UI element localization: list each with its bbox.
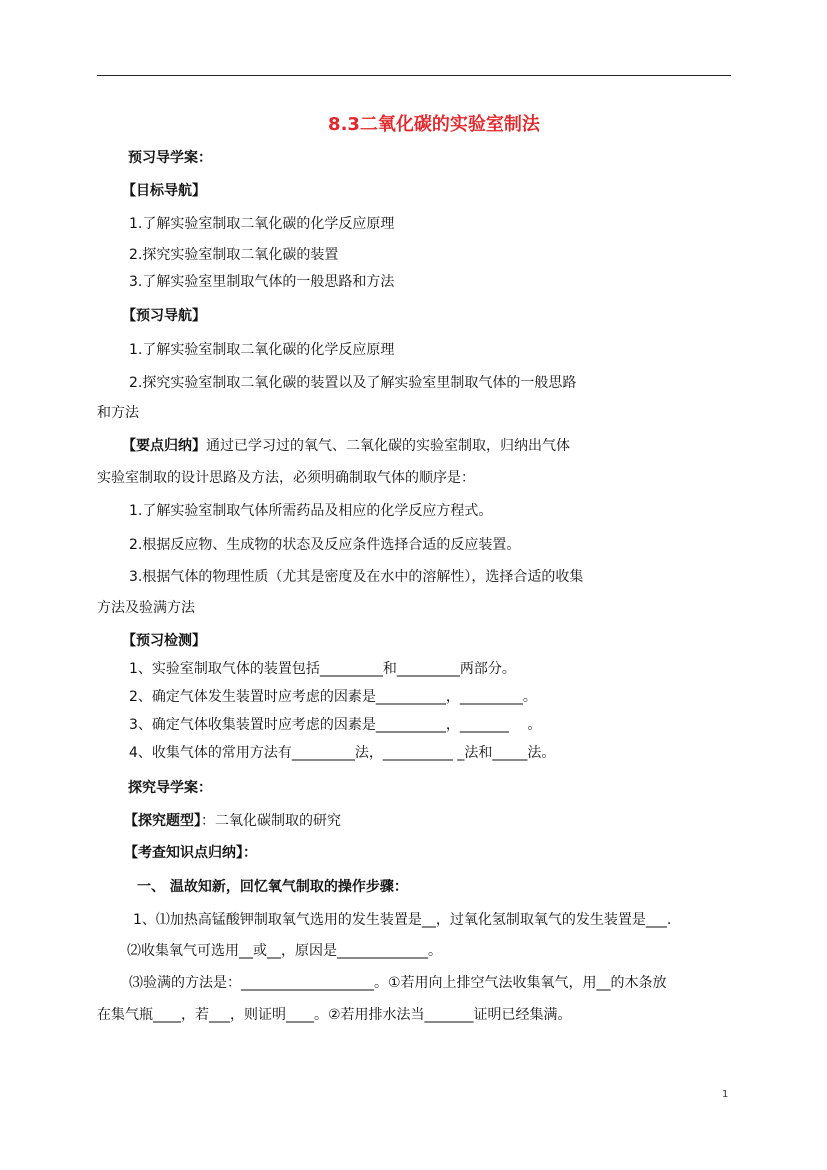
oxygen-question-3-line-2: 在集气瓶____，若___，则证明____。②若用排水法当_______证明已经集满。 — [97, 1007, 572, 1023]
key-point-1: 1.了解实验室制取气体所需药品及相应的化学反应方程式。 — [129, 503, 493, 519]
key-points-intro-line-1 — [122, 436, 570, 456]
explore-type-heading: 【探究题型】 — [124, 813, 201, 829]
key-points-intro-text: 通过已学习过的氧气、二氧化碳的实验室制取，归纳出气体 — [206, 438, 570, 454]
preview-header: 预习导学案： — [128, 150, 212, 166]
explore-type-text: ：二氧化碳制取的研究 — [201, 813, 341, 829]
knowledge-summary-heading: 【考查知识点归纳】： — [124, 845, 257, 861]
goal-item-3: 3.了解实验室里制取气体的一般思路和方法 — [129, 274, 395, 290]
preview-check-q2: 2、确定气体发生装置时应考虑的因素是__________，_________。 — [129, 689, 537, 705]
section-one-heading: 一、 温故知新，回忆氧气制取的操作步骤： — [137, 879, 408, 895]
preview-nav-item-1: 1.了解实验室制取二氧化碳的化学反应原理 — [129, 342, 395, 358]
page-number: 1 — [722, 1089, 729, 1100]
key-points-intro-line-2: 实验室制取的设计思路及方法，必须明确制取气体的顺序是： — [97, 470, 475, 486]
key-point-2: 2.根据反应物、生成物的状态及反应条件选择合适的反应装置。 — [129, 537, 521, 553]
preview-check-q3: 3、确定气体收集装置时应考虑的因素是__________，_______ 。 — [129, 717, 542, 733]
oxygen-question-3-line-1: ⑶验满的方法是：___________________。①若用向上排空气法收集氧气，用__的木条放 — [129, 975, 667, 991]
header-rule — [97, 75, 731, 76]
goal-item-2: 2.探究实验室制取二氧化碳的装置 — [129, 247, 339, 263]
oxygen-question-1: 1、⑴加热高锰酸钾制取氧气选用的发生装置是__，过氧化氢制取氧气的发生装置是___. — [133, 912, 672, 928]
explore-type-line — [124, 811, 341, 831]
goal-nav-heading: 【目标导航】 — [122, 183, 206, 199]
document-title: 8.3二氧化碳的实验室制法 — [328, 114, 540, 135]
key-points-heading: 【要点归纳】 — [122, 438, 206, 454]
preview-nav-item-2-line-2: 和方法 — [97, 405, 139, 421]
explore-header: 探究导学案： — [128, 780, 212, 796]
oxygen-question-2: ⑵收集氧气可选用__或__，原因是_____________。 — [127, 943, 442, 959]
preview-check-heading: 【预习检测】 — [122, 633, 206, 649]
goal-item-1: 1.了解实验室制取二氧化碳的化学反应原理 — [129, 216, 395, 232]
preview-nav-item-2-line-1: 2.探究实验室制取二氧化碳的装置以及了解实验室里制取气体的一般思路 — [129, 375, 577, 391]
preview-check-q4: 4、收集气体的常用方法有_________法，__________ _法和_____法。 — [129, 745, 556, 761]
key-point-3-line-1: 3.根据气体的物理性质（尤其是密度及在水中的溶解性），选择合适的收集 — [129, 569, 584, 585]
preview-check-q1: 1、实验室制取气体的装置包括_________和_________两部分。 — [129, 661, 516, 677]
key-point-3-line-2: 方法及验满方法 — [97, 600, 195, 616]
preview-nav-heading: 【预习导航】 — [122, 308, 206, 324]
